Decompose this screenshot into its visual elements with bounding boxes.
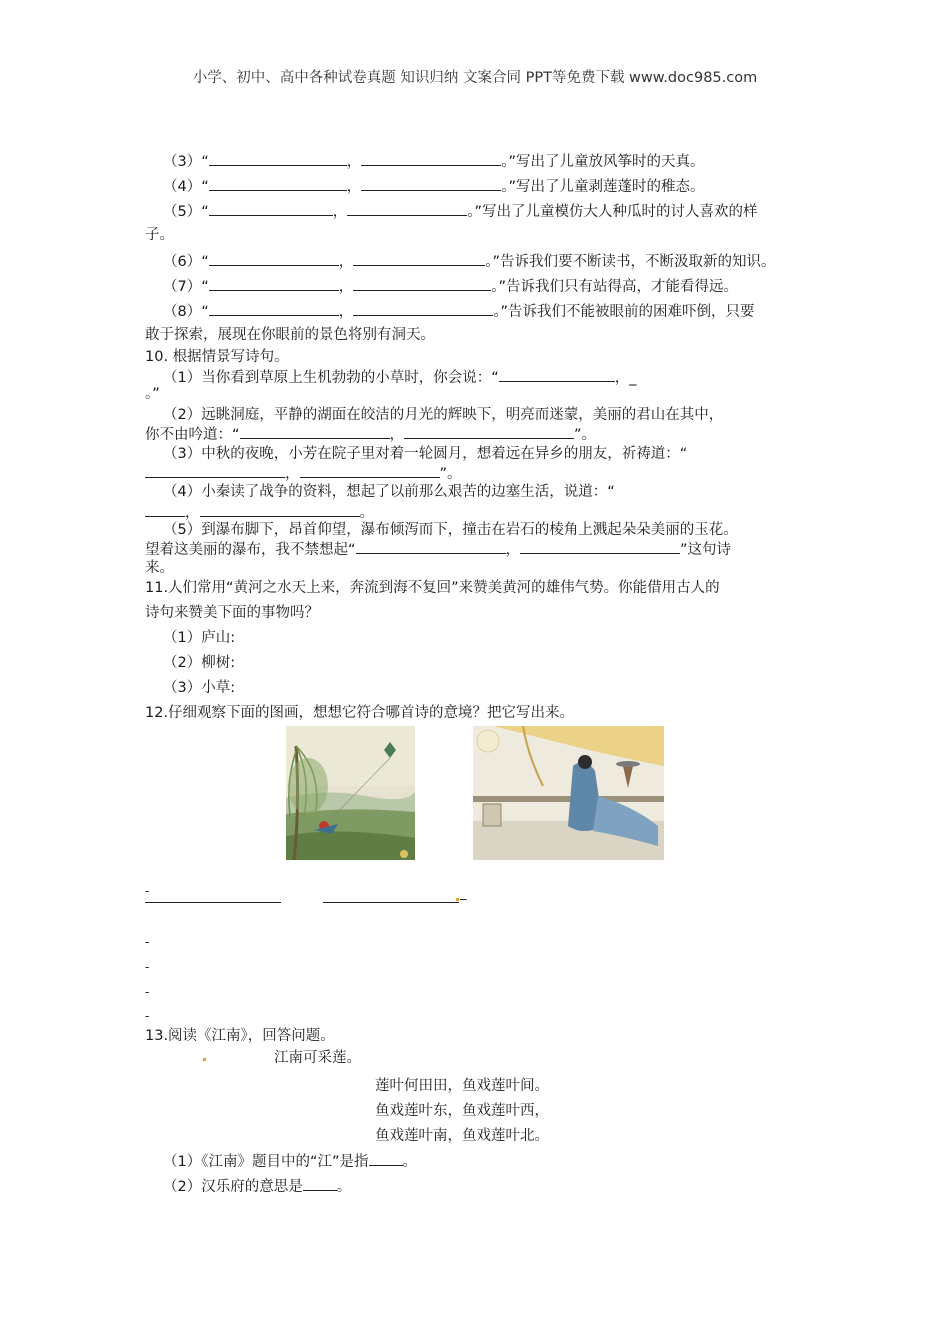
answer-blank[interactable] [145, 463, 285, 478]
poem-line-1: 江南可采莲。 [274, 1050, 361, 1066]
answer-blank[interactable] [209, 251, 339, 266]
answer-blank[interactable] [404, 424, 574, 439]
answer-blank[interactable] [369, 1151, 403, 1166]
poem-line-3: 鱼戏莲叶东，鱼戏莲叶西， [375, 1103, 549, 1119]
q10-item-3-cont: ， ”。 [145, 463, 462, 484]
q10-item-3: （3）中秋的夜晚，小芳在院子里对着一轮圆月，想着远在异乡的朋友，祈祷道：“ [163, 446, 688, 462]
dash-marker: - [145, 935, 150, 949]
tail-mark: _ [460, 886, 467, 901]
q11-title-1: 11.人们常用“黄河之水天上来，奔流到海不复回”来赞美黄河的雄伟气势。你能借用古人的 [145, 580, 720, 596]
stray-dot [203, 1058, 206, 1061]
q9-item-7: （7）“ ， 。”告诉我们只有站得高，才能看得远。 [163, 276, 738, 297]
q10-title: 10. 根据情景写诗句。 [145, 349, 289, 365]
q10-item-4-cont: ， 。 [145, 502, 374, 523]
q9-item-5-cont: 子。 [145, 227, 174, 243]
q13-item-2: （2）汉乐府的意思是 。 [163, 1176, 351, 1197]
answer-blank[interactable] [353, 276, 491, 291]
q11-item-1: （1）庐山: [163, 630, 236, 646]
q10-item-5-cont2: 来。 [145, 560, 174, 576]
answer-blank[interactable] [209, 276, 339, 291]
answer-blank[interactable] [356, 539, 506, 554]
page-header: 小学、初中、高中各种试卷真题 知识归纳 文案合同 PPT等免费下载 www.doc985.com [192, 70, 758, 86]
answer-blank[interactable] [347, 201, 467, 216]
answer-blank[interactable] [361, 176, 501, 191]
answer-blank[interactable] [145, 502, 185, 517]
q10-item-5-cont: 望着这美丽的瀑布，我不禁想起“ ， ”这句诗 [145, 539, 731, 560]
dash-marker: - [145, 1009, 150, 1023]
dash-marker: - [145, 884, 150, 898]
q13-item-1: （1）《江南》题目中的“江”是指 。 [163, 1151, 417, 1172]
q12-title: 12.仔细观察下面的图画，想想它符合哪首诗的意境？把它写出来。 [145, 705, 575, 721]
q9-item-8-cont: 敢于探索，展现在你眼前的景色将别有洞天。 [145, 327, 435, 343]
q11-item-2: （2）柳树: [163, 655, 236, 671]
q9-item-5: （5）“ ， 。”写出了儿童模仿大人种瓜时的讨人喜欢的样 [163, 201, 758, 222]
stray-dot [456, 898, 459, 901]
q11-title-2: 诗句来赞美下面的事物吗？ [145, 605, 319, 621]
answer-blank[interactable] [303, 1176, 337, 1191]
q10-item-2-cont: 你不由吟道：“ ， ”。 [145, 424, 596, 445]
q10-item-2: （2）远眺洞庭，平静的湖面在皎洁的月光的辉映下，明亮而迷蒙，美丽的君山在其中， [163, 407, 724, 423]
answer-blank[interactable] [200, 502, 360, 517]
q10-item-1-cont: 。” [145, 386, 160, 402]
q9-item-4: （4）“ ， 。”写出了儿童剥莲蓬时的稚态。 [163, 176, 705, 197]
answer-blank[interactable] [520, 539, 680, 554]
q9-item-3: （3）“ ， 。”写出了儿童放风筝时的天真。 [163, 151, 705, 172]
poem-line-4: 鱼戏莲叶南，鱼戏莲叶北。 [375, 1128, 549, 1144]
answer-blank[interactable] [209, 151, 347, 166]
answer-blank[interactable] [209, 176, 347, 191]
answer-blank[interactable] [300, 463, 440, 478]
q10-item-5: （5）到瀑布脚下，昂首仰望，瀑布倾泻而下，撞击在岩石的棱角上溅起朵朵美丽的玉花。 [163, 522, 738, 538]
answer-blank[interactable] [353, 301, 493, 316]
answer-blank[interactable] [361, 151, 501, 166]
scholar-moon-painting [473, 726, 664, 860]
answer-blank[interactable] [209, 301, 339, 316]
answer-blank[interactable] [209, 201, 333, 216]
kite-willow-painting [286, 726, 415, 860]
answer-blank[interactable] [353, 251, 485, 266]
answer-blank[interactable] [499, 367, 615, 382]
poem-line-2: 莲叶何田田，鱼戏莲叶间。 [375, 1078, 549, 1094]
q11-item-3: （3）小草: [163, 680, 236, 696]
q10-item-4: （4）小秦读了战争的资料，想起了以前那么艰苦的边塞生活，说道：“ [163, 484, 615, 500]
dash-marker: - [145, 985, 150, 999]
q9-item-8: （8）“ ， 。”告诉我们不能被眼前的困难吓倒，只要 [163, 301, 755, 322]
answer-blank[interactable] [240, 424, 390, 439]
answer-blank[interactable] [323, 902, 459, 903]
answer-blank[interactable] [145, 902, 281, 903]
q9-item-6: （6）“ ， 。”告诉我们要不断读书，不断汲取新的知识。 [163, 251, 776, 272]
q13-title: 13.阅读《江南》，回答问题。 [145, 1028, 335, 1044]
dash-marker: - [145, 960, 150, 974]
q10-item-1: （1）当你看到草原上生机勃勃的小草时，你会说：“ ，_ [163, 367, 637, 388]
